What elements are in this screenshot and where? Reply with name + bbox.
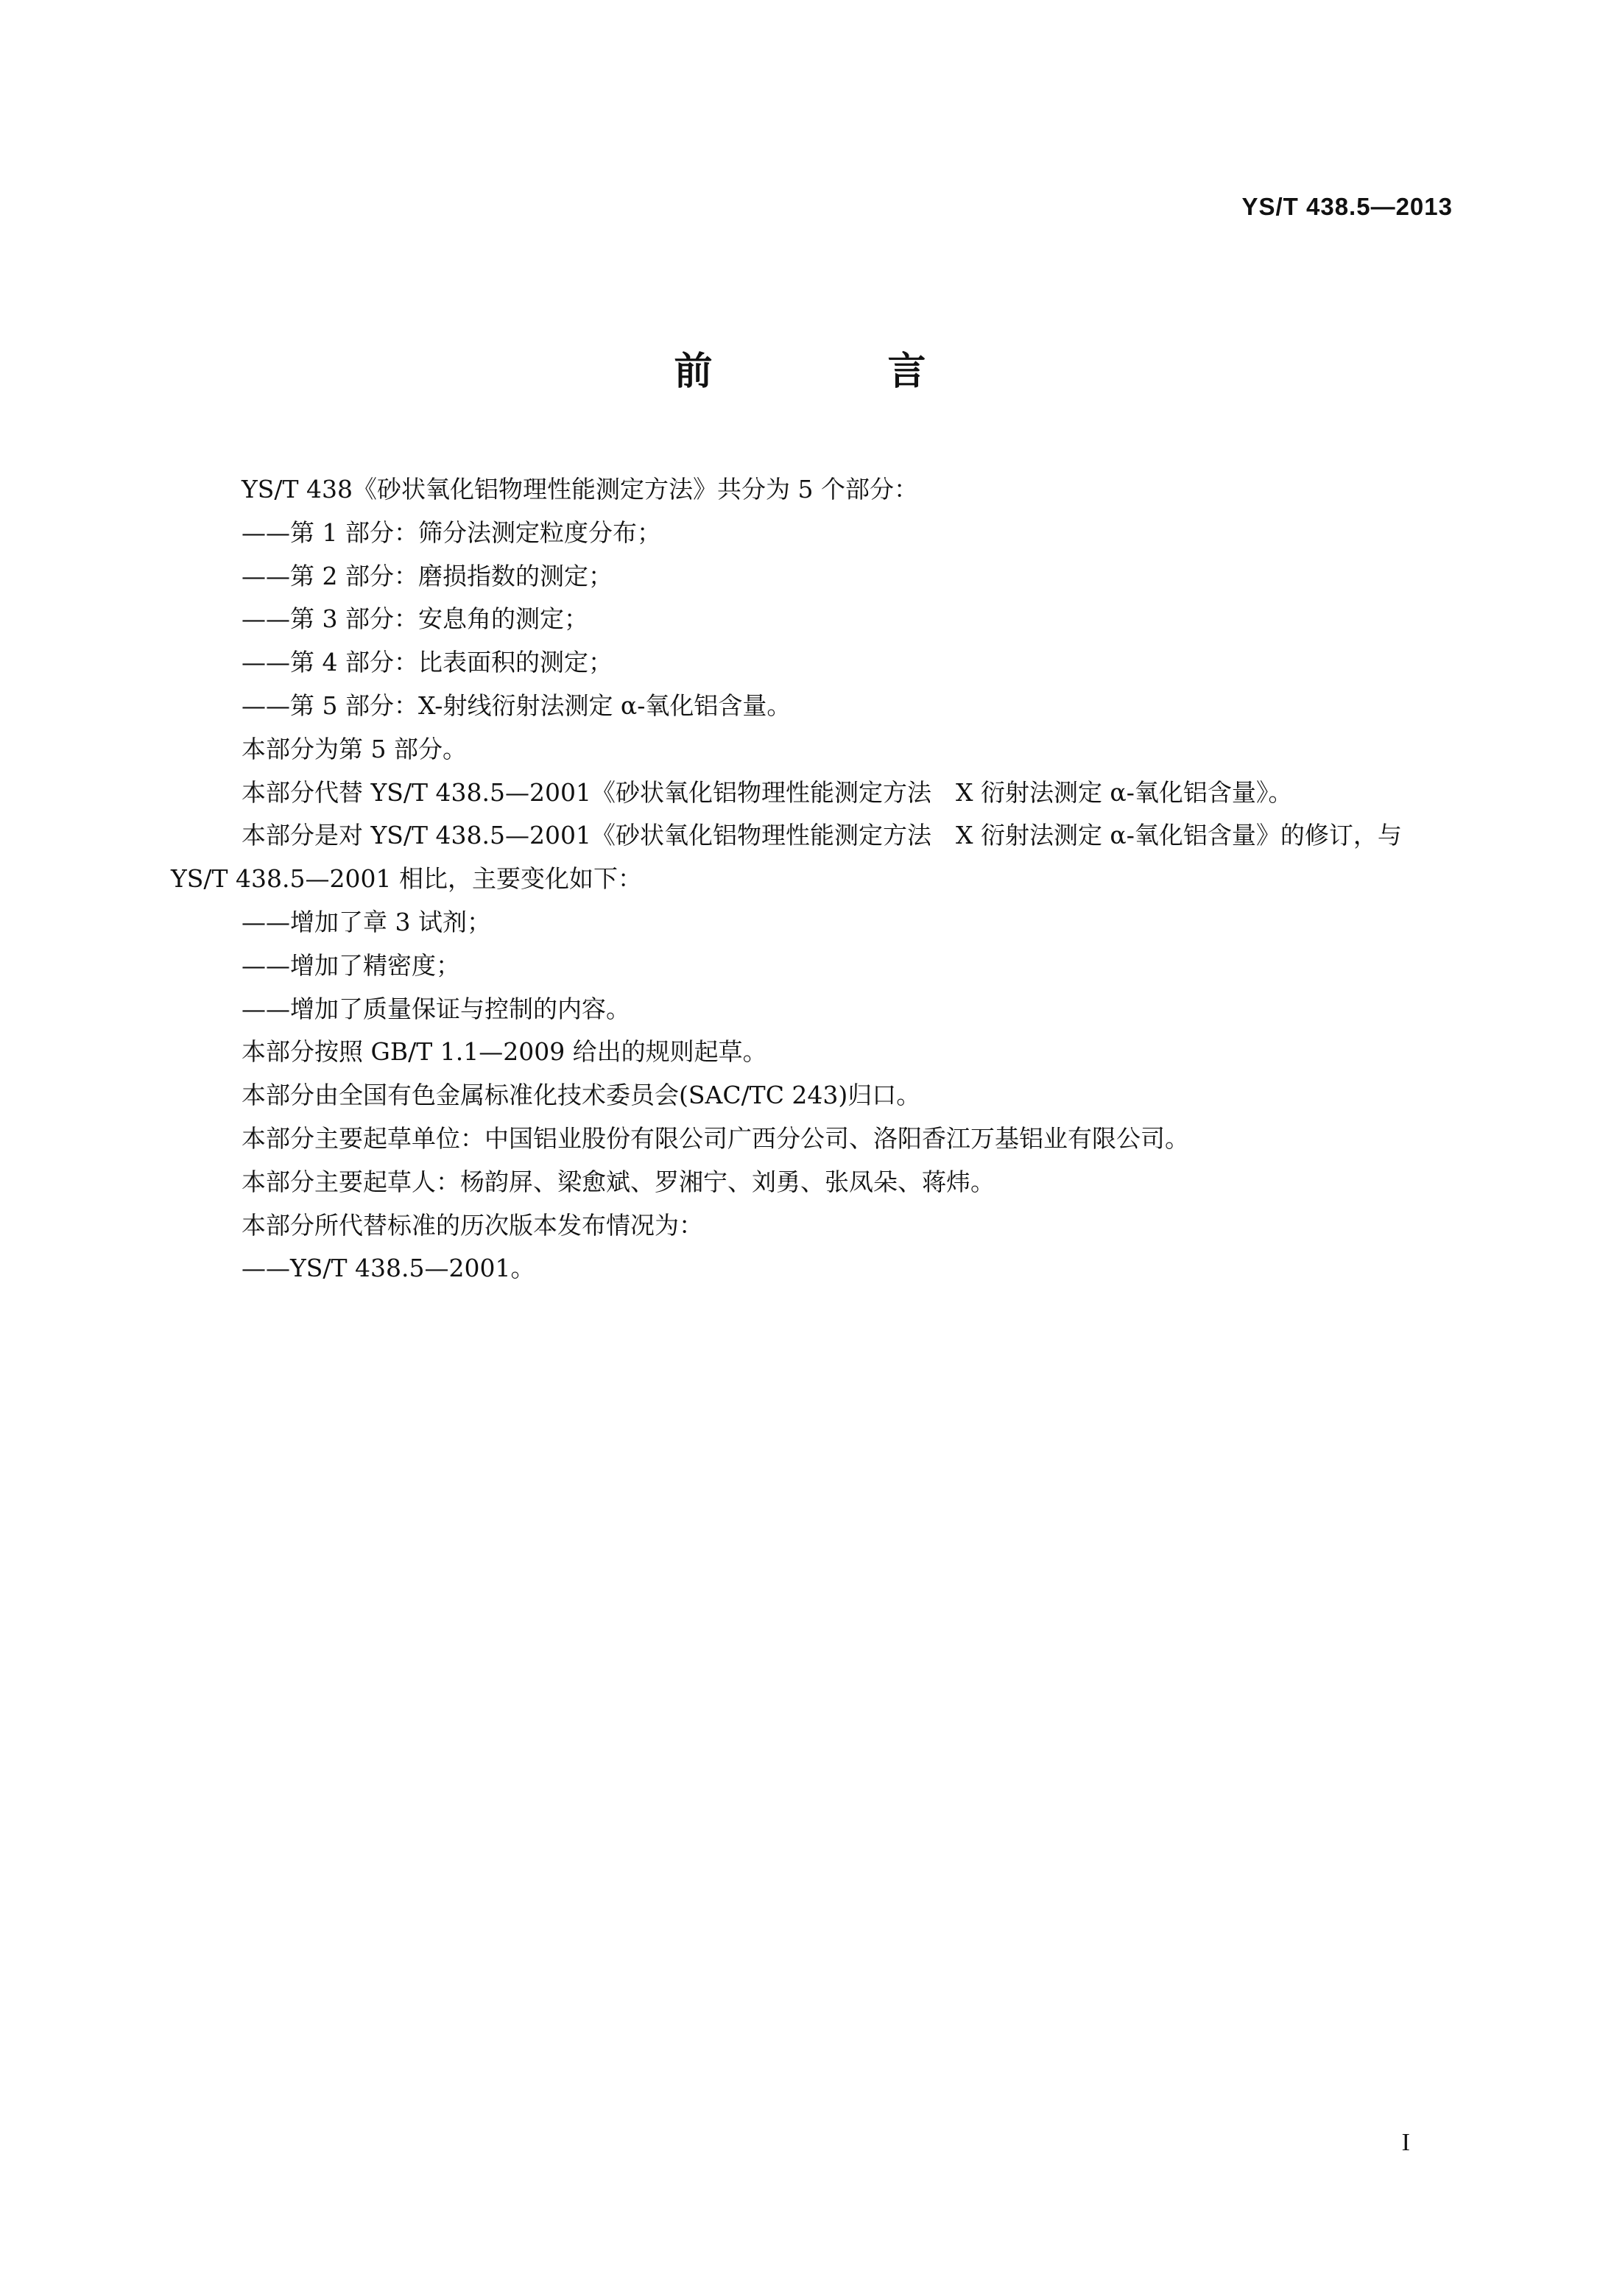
paragraph-intro: YS/T 438《砂状氧化铝物理性能测定方法》共分为 5 个部分： [242,475,918,504]
page-number: I [1401,2129,1410,2156]
list-item-part-5: ——第 5 部分：X-射线衍射法测定 α-氧化铝含量。 [242,690,792,720]
paragraph-drafting-units: 本部分主要起草单位：中国铝业股份有限公司广西分公司、洛阳香江万基铝业有限公司。 [242,1123,1189,1153]
list-item-part-2: ——第 2 部分：磨损指数的测定； [242,561,613,590]
paragraph-replaces: 本部分代替 YS/T 438.5—2001《砂状氧化铝物理性能测定方法 X 衍射法测定 α-氧化铝含量》。 [242,777,1293,807]
paragraph-revision: 本部分是对 YS/T 438.5—2001《砂状氧化铝物理性能测定方法 X 衍射法测定 α-氧化铝含量》的修订，与 YS/T 438.5—2001 相比，主要变化如下： [171,821,1402,894]
standard-code: YS/T 438.5—2013 [1241,193,1453,220]
list-item-part-1: ——第 1 部分：筛分法测定粒度分布； [242,518,661,547]
paragraph-this-part: 本部分为第 5 部分。 [242,734,467,763]
list-item-history-1: ——YS/T 438.5—2001。 [242,1254,535,1283]
paragraph-committee: 本部分由全国有色金属标准化技术委员会(SAC/TC 243)归口。 [242,1081,921,1110]
list-item-part-4: ——第 4 部分：比表面积的测定； [242,648,613,677]
list-item-change-3: ——增加了质量保证与控制的内容。 [242,994,630,1023]
list-item-change-2: ——增加了精密度； [242,950,460,980]
paragraph-drafting-rules: 本部分按照 GB/T 1.1—2009 给出的规则起草。 [242,1037,767,1067]
paragraph-drafters: 本部分主要起草人：杨韵屏、梁愈斌、罗湘宁、刘勇、张凤朵、蒋炜。 [242,1167,995,1196]
document-body [171,468,1459,1290]
paragraph-history: 本部分所代替标准的历次版本发布情况为： [242,1210,703,1240]
page-title: 前 言 [674,350,1007,394]
list-item-change-1: ——增加了章 3 试剂； [242,907,491,936]
list-item-part-3: ——第 3 部分：安息角的测定； [242,604,588,634]
